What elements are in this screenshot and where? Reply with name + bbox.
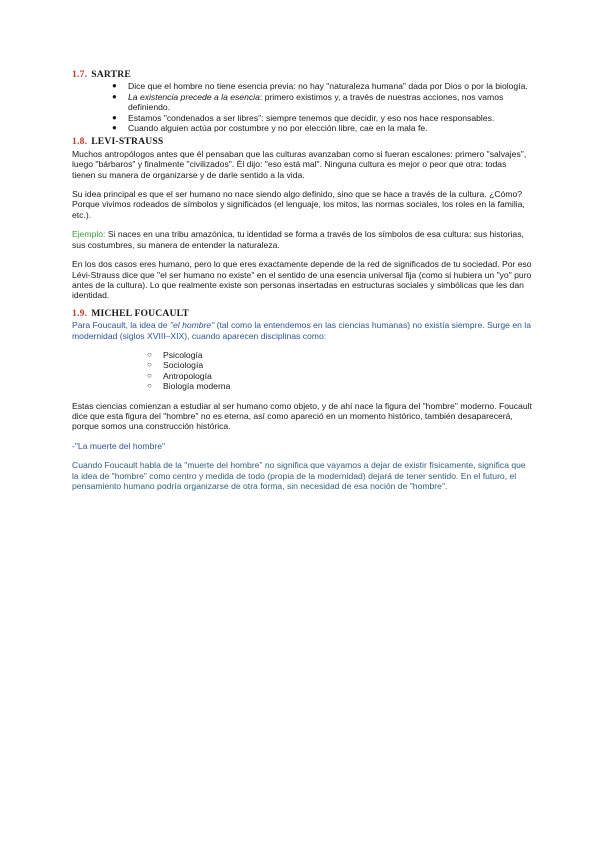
section-number: 1.9. <box>72 307 88 319</box>
bullet-icon: ● <box>112 112 117 122</box>
bullet-icon: ● <box>112 81 117 91</box>
subtitle: -"La muerte del hombre" <box>72 440 166 451</box>
list-item: ○ Psicología <box>147 349 203 360</box>
list-item: ○ Sociología <box>147 360 204 371</box>
paragraph: Su idea principal es que el ser humano no nace siendo algo definido, sino que se hace a través de la cultura. ¿Cómo? Porque vivimos rodeados de símbolos y significados (el lenguaje, los mitos, las normas sociales, los roles en la familia, etc.). <box>72 189 525 220</box>
circle-bullet-icon: ○ <box>147 381 152 391</box>
circle-bullet-icon: ○ <box>147 360 152 370</box>
section-number: 1.8. <box>72 136 88 148</box>
example-paragraph: Ejemplo: Si naces en una tribu amazónica, tu identidad se forma a través de los símbolos de esa cultura: sus historias, sus costumbres, su manera de entender la naturaleza. <box>72 229 524 250</box>
paragraph: En los dos casos eres humano, pero lo que eres exactamente depende de la red de significados de tu sociedad. Por eso Lévi-Strauss dice que "el ser humano no existe" en el sentido de una esencia universal fija (como si hubiera un "yo" puro antes de la cultura). Lo que realmente existe son personas insertadas en estructuras sociales y simbólicas que les dan identidad. <box>72 259 532 301</box>
section-heading-sartre <box>72 70 532 80</box>
example-label: Ejemplo: <box>72 229 106 240</box>
list-item: ● Dice que el hombre no tiene esencia previa: no hay "naturaleza humana" dada por Dios o por la biología. <box>112 81 528 92</box>
bullet-icon: ● <box>112 91 117 101</box>
circle-bullet-icon: ○ <box>147 370 152 380</box>
section-heading-levi-strauss <box>72 137 532 147</box>
paragraph: Muchos antropólogos antes que él pensaban que las culturas avanzaban como si fueran escalones: primero "salvajes", luego "bárbaros" y finalmente "civilizados". Él dijo: "eso está mal". Ninguna cultura es mejor o peor que otra: todas tienen su manera de organizarse y de darle sentido a la vida. <box>72 148 527 180</box>
paragraph: Cuando Foucault habla de la "muerte del hombre" no significa que vayamos a dejar de existir físicamente, significa que la idea de "hombre" como centro y medida de todo (propia de la modernidad) dejará de tener sentido. En el futuro, el pensamiento humano podría organizarse de otra forma, sin necesidad de esa noción de "hombre". <box>72 460 526 491</box>
section-number: 1.7. <box>72 69 88 80</box>
paragraph: Estas ciencias comienzan a estudiar al ser humano como objeto, y de ahí nace la figura del "hombre" moderno. Foucault dice que esta figura del "hombre" no es eterna, así como apareció en un momento histórico, también desaparecerá, porque somos una construcción histórica. <box>72 400 532 432</box>
intro-paragraph: Para Foucault, la idea de "el hombre" (tal como la entendemos en las ciencias humanas) no existía siempre. Surge en la modernidad (siglos XVIII–XIX), cuando aparecen disciplinas como: <box>72 320 531 341</box>
list-item: ● Estamos "condenados a ser libres": siempre tenemos que decidir, y eso nos hace responsables. <box>112 112 495 123</box>
sartre-bullet-list <box>72 81 532 133</box>
list-item: ○ Biología moderna <box>147 381 231 392</box>
bullet-icon: ● <box>112 123 117 133</box>
disciplines-list <box>72 350 532 392</box>
section-title: SARTRE <box>91 69 131 80</box>
section-heading-foucault <box>72 309 532 319</box>
section-title: MICHEL FOUCAULT <box>91 307 190 319</box>
list-item: ● Cuando alguien actúa por costumbre y no por elección libre, cae en la mala fe. <box>112 123 428 134</box>
section-title: LEVI-STRAUSS <box>91 136 164 148</box>
circle-bullet-icon: ○ <box>147 349 152 359</box>
list-item: ○ Antropología <box>147 370 212 381</box>
list-item: ● La existencia precede a la esencia: primero existimos y, a través de nuestras acciones, nos vamos definiendo. <box>112 91 504 113</box>
document-page <box>72 70 532 491</box>
